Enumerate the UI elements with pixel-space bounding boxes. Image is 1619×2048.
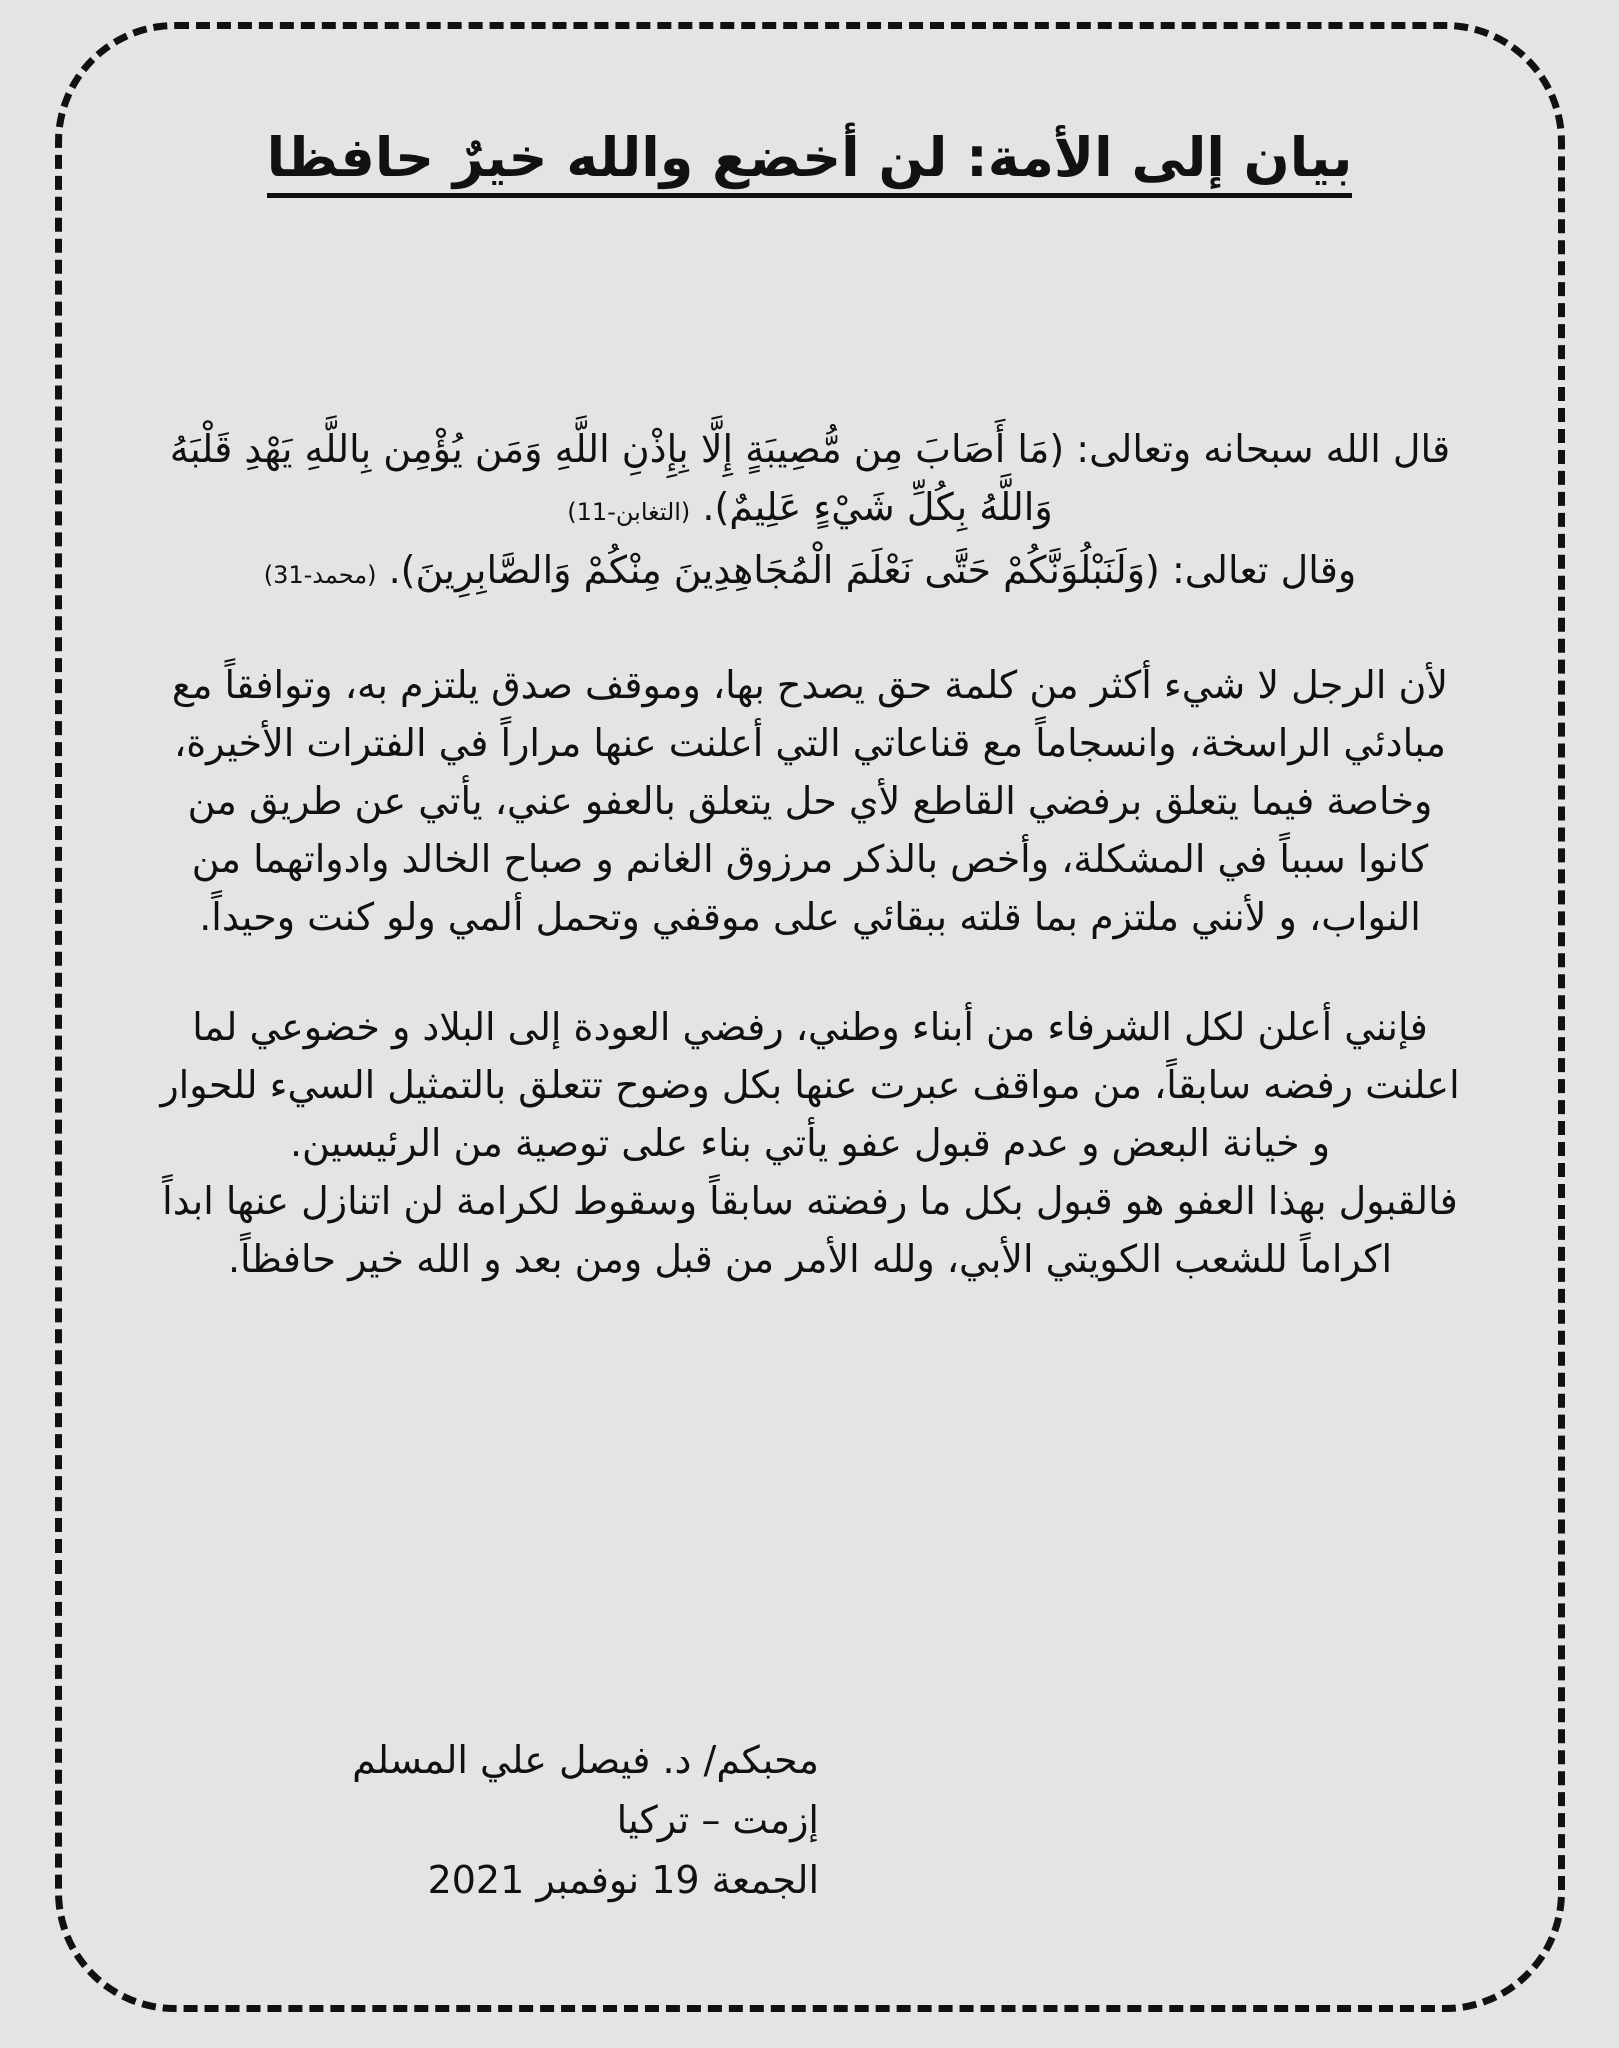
page-title-text: بيان إلى الأمة: لن أخضع والله خيرٌ حافظا: [267, 126, 1353, 198]
signature-name: محبكم/ د. فيصل علي المسلم: [352, 1738, 819, 1782]
paragraph-3-text: فالقبول بهذا العفو هو قبول بكل ما رفضته سابقاً وسقوط لكرامة لن اتنازل عنها ابداً اكراماً للشعب الكويتي الأبي، ولله الأمر من قبل ومن بعد و الله خير حافظاً.: [162, 1179, 1458, 1281]
signature-date: الجمعة 19 نوفمبر 2021: [427, 1858, 819, 1902]
page-title: [150, 118, 1469, 198]
signature-location: إزمت – تركيا: [616, 1798, 819, 1842]
paragraph-2-text: فإنني أعلن لكل الشرفاء من أبناء وطني، رفضي العودة إلى البلاد و خضوعي لما اعلنت رفضه سابقاً، من مواقف عبرت عنها بكل وضوح تتعلق بالتمثيل السيء للحوار و خيانة البعض و عدم قبول عفو يأتي بناء على توصية من الرئيسين.: [160, 1005, 1460, 1165]
paragraph-2-group: [160, 998, 1460, 1288]
verse-2-text: وقال تعالى: (وَلَنَبْلُوَنَّكُمْ حَتَّى نَعْلَمَ الْمُجَاهِدِينَ مِنْكُمْ وَالصَّابِرِينَ).: [388, 548, 1357, 592]
verse-1-reference: (التغابن-11): [567, 498, 691, 526]
verse-1: [160, 420, 1460, 541]
statement-body: [160, 420, 1460, 1340]
signature-block: [352, 1730, 819, 1910]
verse-2: [160, 541, 1460, 604]
paragraph-1: [160, 656, 1460, 946]
verse-1-text: قال الله سبحانه وتعالى: (مَا أَصَابَ مِن مُّصِيبَةٍ إِلَّا بِإِذْنِ اللَّهِ وَمَن يُؤْمِن بِاللَّهِ يَهْدِ قَلْبَهُ وَاللَّهُ بِكُلِّ شَيْءٍ عَلِيمٌ).: [169, 427, 1451, 529]
paragraph-1-text: لأن الرجل لا شيء أكثر من كلمة حق يصدح بها، وموقف صدق يلتزم به، وتوافقاً مع مبادئي الراسخة، وانسجاماً مع قناعاتي التي أعلنت عنها مراراً في الفترات الأخيرة، وخاصة فيما يتعلق برفضي القاطع لأي حل يتعلق بالعفو عني، يأتي عن طريق من كانوا سبباً في المشكلة، وأخص بالذكر مرزوق الغانم و صباح الخالد وادواتهما من النواب، و لأنني ملتزم بما قلته ببقائي على موقفي وتحمل ألمي ولو كنت وحيداً.: [171, 663, 1449, 939]
verse-2-reference: (محمد-31): [263, 561, 377, 589]
quran-verses: [160, 420, 1460, 604]
